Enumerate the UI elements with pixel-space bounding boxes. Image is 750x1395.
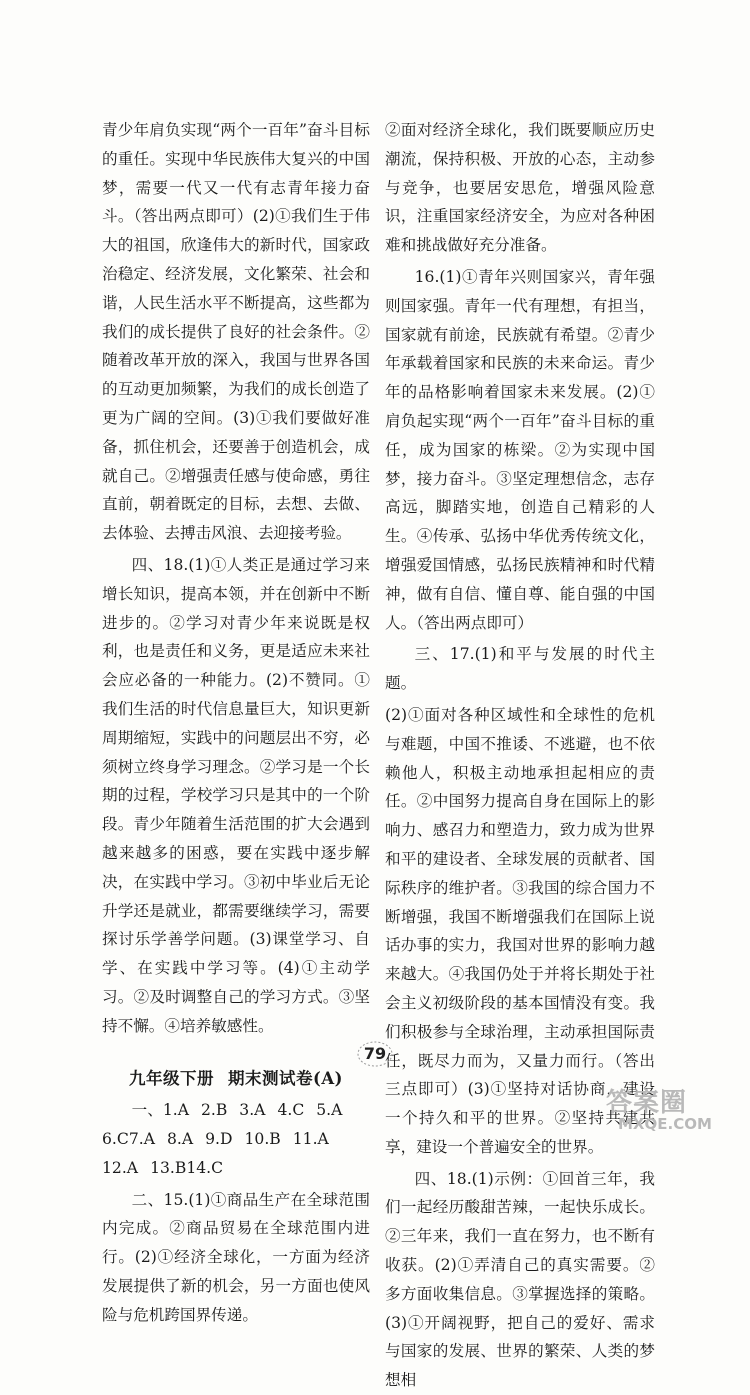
watermark-logo: 答案圈: [606, 1088, 688, 1118]
mc-answer: 8.A: [166, 1130, 194, 1149]
page-number: 79: [356, 1040, 394, 1068]
mc-answer: 2.B: [200, 1101, 228, 1120]
mc-answer: 9.D: [205, 1130, 233, 1149]
mc-answer: 3.A: [239, 1101, 266, 1120]
answer-paragraph: 四、18.(1)①人类正是通过学习来增长知识，提高本领，并在创新中不断进步的。②学习对青少年来说既是权利，也是责任和义务，更是适应未来社会应必备的一种能力。(2)不赞同。①我们生活的时代信息量巨大，知识更新周期缩短，实践中的问题层出不穷，必须树立终身学习理念。②学习是一个长期的过程，学校学习只是其中的一个阶段。青少年随着生活范围的扩大会遇到越来越多的困惑，要在实践中逐步解决，在实践中学习。③初中毕业后无论升学还是就业，都需要继续学习，需要探讨乐学善学问题。(3)课堂学习、自学、在实践中学习等。(4)①主动学习。②及时调整自己的学习方式。③坚持不懈。④培养敏感性。: [102, 555, 370, 1035]
answer-paragraph: 二、15.(1)①商品生产在全球范围内完成。②商品贸易在全球范围内进行。(2)①经济全球化，一方面为经济发展提供了新的机会，另一方面也使风险与危机跨国界传递。: [102, 1190, 370, 1324]
left-column: [102, 116, 370, 1330]
mc-answer: 10.B: [244, 1130, 281, 1149]
grade-label: 九年级下册: [129, 1068, 215, 1088]
answer-paragraph: 四、18.(1)示例：①回首三年，我们一起经历酸甜苦辣，一起快乐成长。②三年来，我们一直在努力，也不断有收获。(2)①弄清自己的真实需要。②多方面收集信息。③掌握选择的策略。(3)①开阔视野，把自己的爱好、需求与国家的发展、世界的繁荣、人类的梦想相: [385, 1169, 655, 1390]
answer-paragraph: 三、17.(1)和平与发展的时代主题。: [385, 645, 655, 693]
answer-paragraph: 16.(1)①青年兴则国家兴，青年强则国家强。青年一代有理想，有担当，国家就有前途，民族就有希望。②青少年承载着国家和民族的未来命运。青少年的品格影响着国家未来发展。(2)①肩负起实现“两个一百年”奋斗目标的重任，成为国家的栋梁。②为实现中国梦，接力奋斗。③坚定理想信念，志存高远，脚踏实地，创造自己精彩的人生。④传承、弘扬中华优秀传统文化，增强爱国情感，弘扬民族精神和时代精神，做有自信、懂自尊、能自强的中国人。（答出两点即可）: [385, 267, 655, 632]
mc-answer: 14.C: [186, 1158, 224, 1177]
mc-answer: 11.A: [292, 1130, 329, 1149]
multiple-choice-answers: [102, 1096, 370, 1182]
mc-answer: 6.C: [102, 1130, 129, 1149]
exam-section-title: [102, 1065, 370, 1094]
mc-answer: 12.A: [102, 1158, 139, 1177]
answer-paragraph: 青少年肩负实现“两个一百年”奋斗目标的重任。实现中华民族伟大复兴的中国梦，需要一代又一代有志青年接力奋斗。（答出两点即可）(2)①我们生于伟大的祖国，欣逢伟大的新时代，国家政治稳定、经济发展，文化繁荣、社会和谐，人民生活水平不断提高，这些都为我们的成长提供了良好的社会条件。②随着改革开放的深入，我国与世界各国的互动更加频繁，为我们的成长创造了更为广阔的空间。(3)①我们要做好准备，抓住机会，还要善于创造机会，成就自己。②增强责任感与使命感，勇往直前，朝着既定的目标，去想、去做、去体验、去搏击风浪、去迎接考验。: [102, 121, 370, 543]
right-column: [385, 116, 655, 1395]
watermark-url: MXQE.COM: [618, 1115, 712, 1133]
mc-answer: 7.A: [128, 1130, 155, 1149]
mc-answer: 5.A: [316, 1101, 343, 1120]
mc-answer: 一、1.A: [131, 1101, 189, 1120]
exam-label: 期末测试卷(A): [228, 1068, 343, 1088]
watermark: [606, 1082, 746, 1140]
mc-answer: 13.B: [150, 1158, 187, 1177]
answer-paragraph: (2)①面对各种区域性和全球性的危机与难题，中国不推诿、不逃避，也不依赖他人，积极主动地承担起相应的责任。②中国努力提高自身在国际上的影响力、感召力和塑造力，致力成为世界和平的建设者、全球发展的贡献者、国际秩序的维护者。③我国的综合国力不断增强，我国不断增强我们在国际上说话办事的实力，我国对世界的影响力越来越大。④我国仍处于并将长期处于社会主义初级阶段的基本国情没有变。我们积极参与全球治理，主动承担国际责任，既尽力而为，又量力而行。（答出三点即可）(3)①坚持对话协商，建设一个持久和平的世界。②坚持共建共享，建设一个普遍安全的世界。: [385, 705, 655, 1156]
answer-paragraph: ②面对经济全球化，我们既要顺应历史潮流，保持积极、开放的心态，主动参与竞争，也要居安思危，增强风险意识，注重国家经济安全，为应对各种困难和挑战做好充分准备。: [385, 121, 655, 255]
mc-answer: 4.C: [277, 1101, 305, 1120]
